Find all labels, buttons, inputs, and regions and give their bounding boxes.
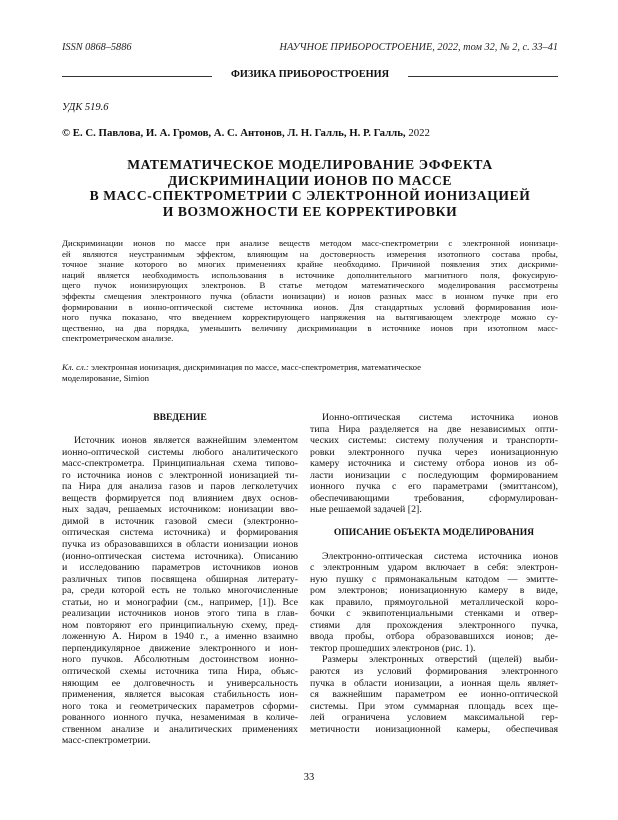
author-names: © Е. С. Павлова, И. А. Громов, А. С. Антонов, Л. Н. Галль, Н. Р. Галль, bbox=[62, 127, 406, 139]
abstract-line: формировании в ионно-оптической системе источника ионов. Для стандартных условий формирования ион- bbox=[62, 301, 558, 312]
body-line: лей ограничена условием максимальной гер- bbox=[310, 712, 558, 724]
journal-header: НАУЧНОЕ ПРИБОРОСТРОЕНИЕ, 2022, том 32, № 2, с. 33–41 bbox=[279, 42, 558, 53]
body-line: ственном анализе и аналитических применениях bbox=[62, 723, 298, 735]
body-line: ных задач, решаемых источником: ионизации вво- bbox=[62, 504, 298, 516]
body-line: ровки электронного пучка через ионизационную bbox=[310, 446, 558, 458]
body-line: рованного ионного пучка, незаменимая в количе- bbox=[62, 712, 298, 724]
body-line: ложенную А. Ниром в 1940 г., а именно взаимно bbox=[62, 631, 298, 643]
abstract-line: щественно, на два порядка, уменьшить величину дискриминации в источнике ионов при изотопном масс- bbox=[62, 322, 558, 333]
body-line: обеспечивающими требования, сформулирован- bbox=[310, 492, 558, 504]
body-line: с электронным ударом включает в себя: электрон- bbox=[310, 562, 558, 574]
section-heading-model: ОПИСАНИЕ ОБЪЕКТА МОДЕЛИРОВАНИЯ bbox=[333, 527, 535, 539]
body-line: оптическая система источника) и формирования bbox=[62, 527, 298, 539]
keywords-label: Кл. сл.: bbox=[62, 362, 89, 372]
keywords-line: моделирование, Simion bbox=[62, 372, 150, 383]
spacer bbox=[62, 424, 298, 436]
body-line: ввода пробы, отбора образовавшихся ионов; де- bbox=[310, 631, 558, 643]
section-label: ФИЗИКА ПРИБОРОСТРОЕНИЯ bbox=[230, 69, 390, 80]
spacer bbox=[310, 539, 558, 551]
abstract-line: щего пучок ионизирующих электронов. В статье методом математического моделирования рассмотрены bbox=[62, 280, 558, 291]
body-line: няющим ее долговечность и универсальность bbox=[62, 677, 298, 689]
body-line: па Нира для анализа газов и паров легколетучих bbox=[62, 481, 298, 493]
abstract-line: ного пучка показано, что введением корректирующего напряжения на вытягивающем электроде можно су- bbox=[62, 312, 558, 323]
abstract-line: точное знание которого во многих применениях крайне необходимо. Причиной появления этих дискрими- bbox=[62, 259, 558, 270]
body-line: типа Нира разделяется на две независимых опти- bbox=[310, 423, 558, 435]
section-heading-introduction: ВВЕДЕНИЕ bbox=[153, 412, 207, 423]
keywords-line bbox=[62, 362, 558, 373]
body-line: раются из условий формирования электронного bbox=[310, 666, 558, 678]
body-line: как правило, прямоугольной металлической коро- bbox=[310, 596, 558, 608]
abstract-line: эффекты смещения электронного пучка (области ионизации) и ионов разных масс в ионном пучке при его bbox=[62, 290, 558, 301]
body-line: перпендикулярное движение электронного и ион- bbox=[62, 642, 298, 654]
right-column bbox=[310, 412, 558, 735]
title-line: И ВОЗМОЖНОСТИ ЕЕ КОРРЕКТИРОВКИ bbox=[162, 203, 458, 219]
body-line: статьи, но и монографии (см., например, [1]). Все bbox=[62, 596, 298, 608]
title-line: МАТЕМАТИЧЕСКОЕ МОДЕЛИРОВАНИЕ ЭФФЕКТА bbox=[127, 157, 493, 172]
body-line: бочки с эквипотенциальными стенками и отвер- bbox=[310, 608, 558, 620]
body-line: ионного пучка с его параметрами (эмиттансом), bbox=[310, 481, 558, 493]
abstract-line: наций является необходимость использования в источнике дополнительного магнитного поля, фокусирую- bbox=[62, 269, 558, 280]
body-line: димой в источник газовой смеси (электронно- bbox=[62, 515, 298, 527]
body-line: ра, среди которой есть не только многочисленные bbox=[62, 585, 298, 597]
body-line: Размеры электронных отверстий (щелей) выби- bbox=[322, 654, 558, 666]
body-line: камеру источника и систему отбора ионов из об- bbox=[310, 458, 558, 470]
body-line: пучка в области ионизации, а ионная щель являет- bbox=[310, 677, 558, 689]
title-line: В МАСС-СПЕКТРОМЕТРИИ С ЭЛЕКТРОННОЙ ИОНИЗАЦИЕЙ bbox=[89, 188, 531, 204]
body-line: реализации источников ионов этого типа в глав- bbox=[62, 608, 298, 620]
issn-header: ISSN 0868–5886 bbox=[62, 42, 132, 53]
udc-code: УДК 519.6 bbox=[62, 102, 109, 113]
body-line: системы. При этом суммарная площадь всех ще- bbox=[310, 700, 558, 712]
body-line: ную пушку с прямонакальным катодом — эмитте- bbox=[310, 573, 558, 585]
article-title bbox=[70, 157, 550, 219]
body-line: Электронно-оптическая система источника ионов bbox=[322, 550, 558, 562]
body-line: ном повторяют его принципиальную схему, пред- bbox=[62, 619, 298, 631]
left-column bbox=[62, 412, 298, 747]
spacer bbox=[310, 516, 558, 528]
keywords bbox=[62, 362, 558, 383]
body-line: метичности ионизационной камеры, обеспечивая bbox=[310, 723, 558, 735]
page-number: 33 bbox=[303, 772, 315, 783]
body-line: веществ формируется под влиянием двух основ- bbox=[62, 492, 298, 504]
author-line bbox=[62, 127, 430, 139]
abstract-line: ей являются неустранимым эффектом, влияющим на достоверность измерения изотопного состава пробы, bbox=[62, 248, 558, 259]
body-line: оптической схемы источника типа Нира, объяс- bbox=[62, 666, 298, 678]
body-line: ласти ионизации с последующим формированием bbox=[310, 469, 558, 481]
body-line: ром электронов; ионизационную камеру в виде, bbox=[310, 585, 558, 597]
abstract bbox=[62, 238, 558, 344]
body-line: ные решаемой задачей [2]. bbox=[310, 504, 422, 516]
body-line: ся важнейшим параметром ее ионно-оптической bbox=[310, 689, 558, 701]
body-line: Источник ионов является важнейшим элементом bbox=[74, 435, 298, 447]
body-line: ного пучков. Абсолютным достоинством ионно- bbox=[62, 654, 298, 666]
body-line: масс-спектрометрии. bbox=[62, 735, 151, 747]
body-line: различных типов посвящена обширная литерату- bbox=[62, 573, 298, 585]
keywords-text: электронная ионизация, дискриминация по массе, масс-спектрометрия, математическое bbox=[88, 362, 421, 372]
body-line: ионно-оптической системы любого аналитического bbox=[62, 446, 298, 458]
section-rule-right bbox=[408, 76, 558, 77]
body-line: тектор прошедших электронов (рис. 1). bbox=[310, 642, 476, 654]
abstract-line: Дискриминации ионов по массе при анализе веществ методом масс-спектрометрии с электронной ионизаци- bbox=[62, 238, 558, 248]
section-rubric bbox=[62, 69, 558, 83]
body-line: стиями для прохождения электронного пучка, bbox=[310, 619, 558, 631]
title-line: ДИСКРИМИНАЦИИ ИОНОВ ПО МАССЕ bbox=[167, 172, 453, 188]
body-line: Ионно-оптическая система источника ионов bbox=[322, 412, 558, 423]
body-line: и исследованию параметров источников ионов bbox=[62, 562, 298, 574]
body-line: го источника ионов с электронной ионизацией ти- bbox=[62, 469, 298, 481]
body-line: ного тока и геометрических параметров сформи- bbox=[62, 700, 298, 712]
body-line: (ионно-оптическая система источника). Описанию bbox=[62, 550, 298, 562]
abstract-line: спектрометрическом анализе. bbox=[62, 333, 174, 344]
publication-year: 2022 bbox=[408, 127, 430, 139]
body-line: пучка из образовавшихся в области ионизации ионов bbox=[62, 539, 298, 551]
body-line: ческих системы: систему получения и транспорти- bbox=[310, 435, 558, 447]
body-line: масс-спектрометра. Принципиальная схема типово- bbox=[62, 458, 298, 470]
body-line: применения, является высокая стабильность ион- bbox=[62, 689, 298, 701]
